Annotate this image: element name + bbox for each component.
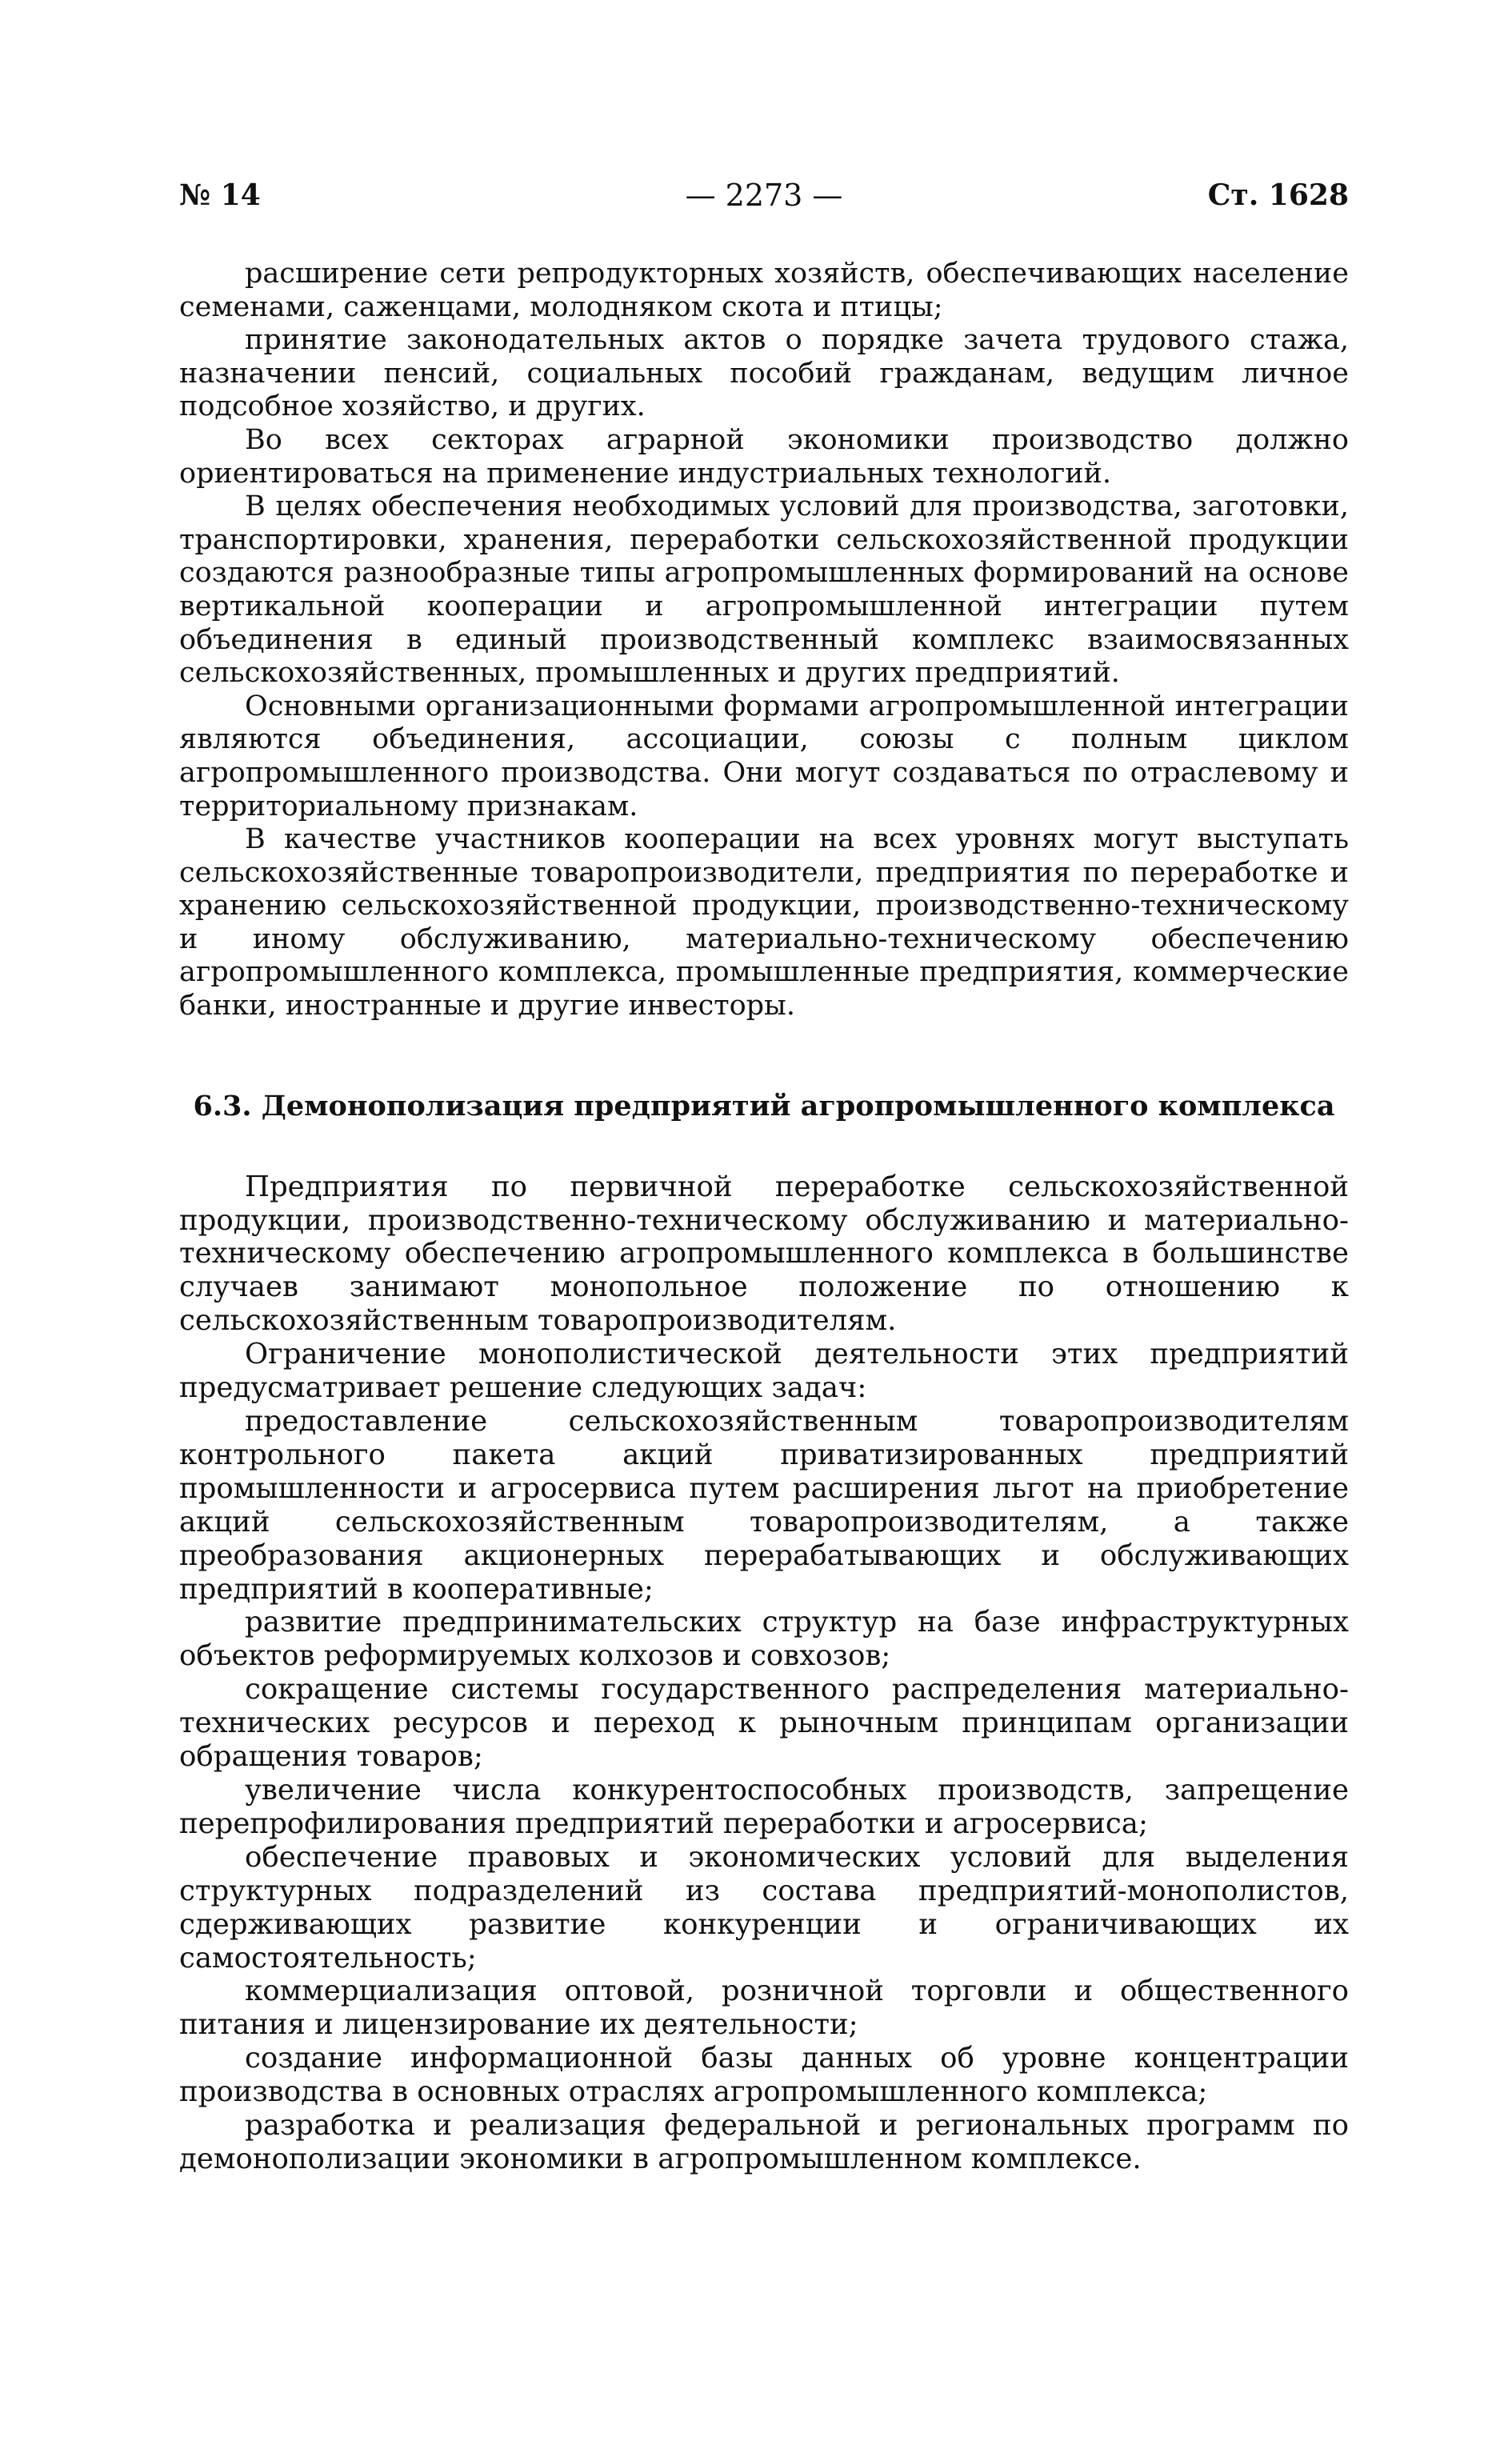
issue-number: № 14	[179, 178, 261, 212]
list-item: разработка и реализация федеральной и региональных программ по демонополизации экономики в агропромышленном комплексе.	[179, 2109, 1349, 2175]
running-head	[179, 171, 1349, 219]
list-item: обеспечение правовых и экономических условий для выделения структурных подразделений из состава предприятий-монополистов, сдерживающих развитие конкуренции и ограничивающих их самостоятельность;	[179, 1840, 1349, 1975]
list-item: увеличение числа конкурентоспособных производств, запрещение перепрофилирования предприятий переработки и агросервиса;	[179, 1773, 1349, 1840]
paragraph: Предприятия по первичной переработке сельскохозяйственной продукции, производственно-техническому обслуживанию и материально-техническому обеспечению агропромышленного комплекса в большинстве случаев занимают монопольное положение по отношению к сельскохозяйственным товаропроизводителям.	[179, 1170, 1349, 1338]
list-item: создание информационной базы данных об уровне концентрации производства в основных отраслях агропромышленного комплекса;	[179, 2042, 1349, 2109]
paragraph: В качестве участников кооперации на всех уровнях могут выступать сельскохозяйственные товаропроизводители, предприятия по переработке и хранению сельскохозяйственной продукции, производственно-техническому и иному обслуживанию, материально-техническому обеспечению агропромышленного комплекса, промышленные предприятия, коммерческие банки, иностранные и другие инвесторы.	[179, 823, 1349, 1022]
section-continued-text	[179, 258, 1349, 1023]
document-page	[179, 171, 1349, 2176]
paragraph: Во всех секторах аграрной экономики производство должно ориентироваться на применение индустриальных технологий.	[179, 423, 1349, 490]
list-item: сокращение системы государственного распределения материально-технических ресурсов и переход к рыночным принципам организации обращения товаров;	[179, 1673, 1349, 1774]
list-item: коммерциализация оптовой, розничной торговли и общественного питания и лицензирование их деятельности;	[179, 1975, 1349, 2042]
paragraph: В целях обеспечения необходимых условий для производства, заготовки, транспортировки, хранения, переработки сельскохозяйственной продукции создаются разнообразные типы агропромышленных формирований на основе вертикальной кооперации и агропромышленной интеграции путем объединения в единый производственный комплекс взаимосвязанных сельскохозяйственных, промышленных и других предприятий.	[179, 490, 1349, 690]
paragraph: Основными организационными формами агропромышленной интеграции являются объединения, ассоциации, союзы с полным циклом агропромышленного производства. Они могут создаваться по отраслевому и территориальному признакам.	[179, 690, 1349, 822]
list-item: предоставление сельскохозяйственным товаропроизводителям контрольного пакета акций приватизированных предприятий промышленности и агросервиса путем расширения льгот на приобретение акций сельскохозяйственным товаропроизводителям, а также преобразования акционерных перерабатывающих и обслуживающих предприятий в кооперативные;	[179, 1405, 1349, 1606]
paragraph: принятие законодательных актов о порядке зачета трудового стажа, назначении пенсий, социальных пособий гражданам, ведущим личное подсобное хозяйство, и других.	[179, 324, 1349, 423]
paragraph: Ограничение монополистической деятельности этих предприятий предусматривает решение следующих задач:	[179, 1338, 1349, 1405]
article-number: Ст. 1628	[1207, 178, 1349, 212]
section-demonopolization-text	[179, 1170, 1349, 2176]
paragraph: расширение сети репродукторных хозяйств, обеспечивающих население семенами, саженцами, молодняком скота и птицы;	[179, 258, 1349, 323]
section-heading: 6.3. Демонополизация предприятий агропромышленного комплекса	[193, 1089, 1335, 1122]
list-item: развитие предпринимательских структур на базе инфраструктурных объектов реформируемых колхозов и совхозов;	[179, 1606, 1349, 1673]
page-number: — 2273 —	[685, 178, 843, 213]
